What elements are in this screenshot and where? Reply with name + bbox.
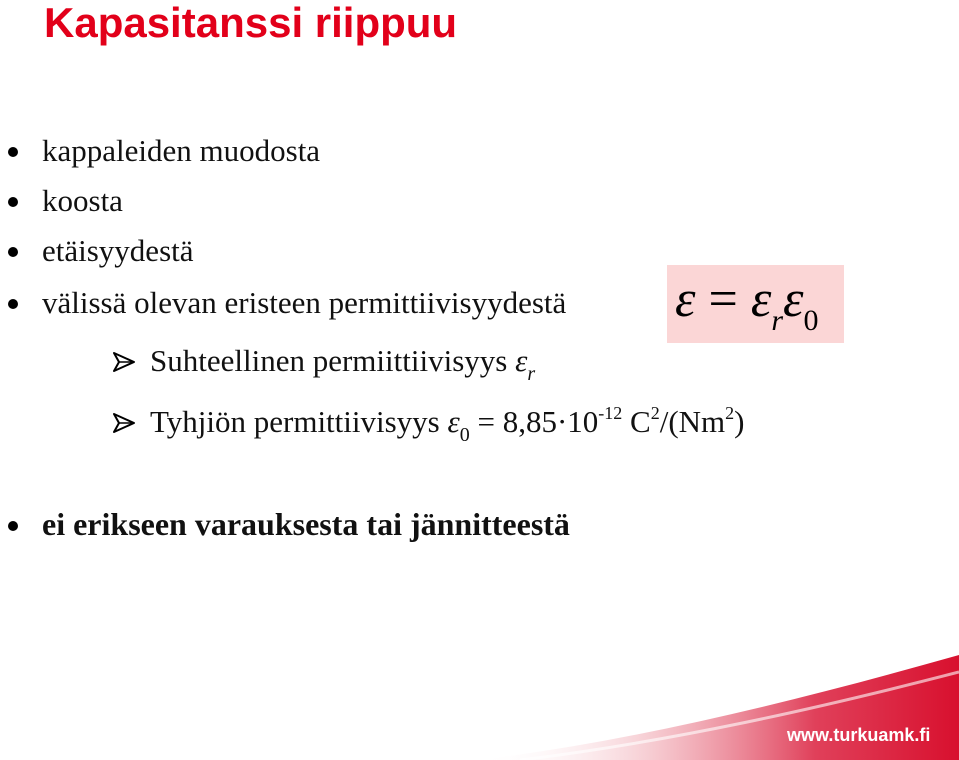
power-exponent: -12 — [598, 403, 623, 423]
subscript-r: r — [527, 363, 536, 385]
unit-close: ) — [734, 404, 745, 439]
power-base: 10 — [567, 404, 599, 439]
formula-sub-r: r — [771, 304, 784, 337]
footer-url: www.turkuamk.fi — [787, 725, 931, 745]
multiply-dot: · — [556, 404, 568, 439]
sub-item-label: Tyhjiön permittiivisyys — [150, 404, 448, 439]
formula-epsilon-r: ε — [750, 271, 772, 328]
formula-equals: = — [695, 271, 751, 328]
slide-title: Kapasitanssi riippuu — [44, 0, 458, 46]
formula-epsilon: ε — [675, 271, 696, 328]
subscript-0: 0 — [459, 424, 470, 446]
unit-rest-exponent: 2 — [725, 403, 735, 423]
unit-c-exponent: 2 — [650, 403, 660, 423]
bullet-item: välissä olevan eristeen permittiivisyydestä — [42, 285, 567, 320]
epsilon-symbol: ε — [515, 343, 528, 378]
bullet-item: koosta — [42, 183, 123, 218]
bullet-item: kappaleiden muodosta — [42, 133, 321, 168]
unit-c: C — [622, 404, 651, 439]
epsilon-symbol: ε — [447, 404, 460, 439]
formula-epsilon-0: ε — [783, 271, 804, 328]
unit-rest: /(Nm — [659, 404, 726, 439]
formula-sub-0: 0 — [803, 304, 819, 337]
bullet-item: etäisyydestä — [42, 233, 194, 268]
sub-item-label: Suhteellinen permiittiivisyys — [150, 343, 516, 378]
bullet-item-bold: ei erikseen varauksesta tai jännitteestä — [42, 506, 570, 542]
value-text: = 8,85 — [469, 404, 557, 439]
